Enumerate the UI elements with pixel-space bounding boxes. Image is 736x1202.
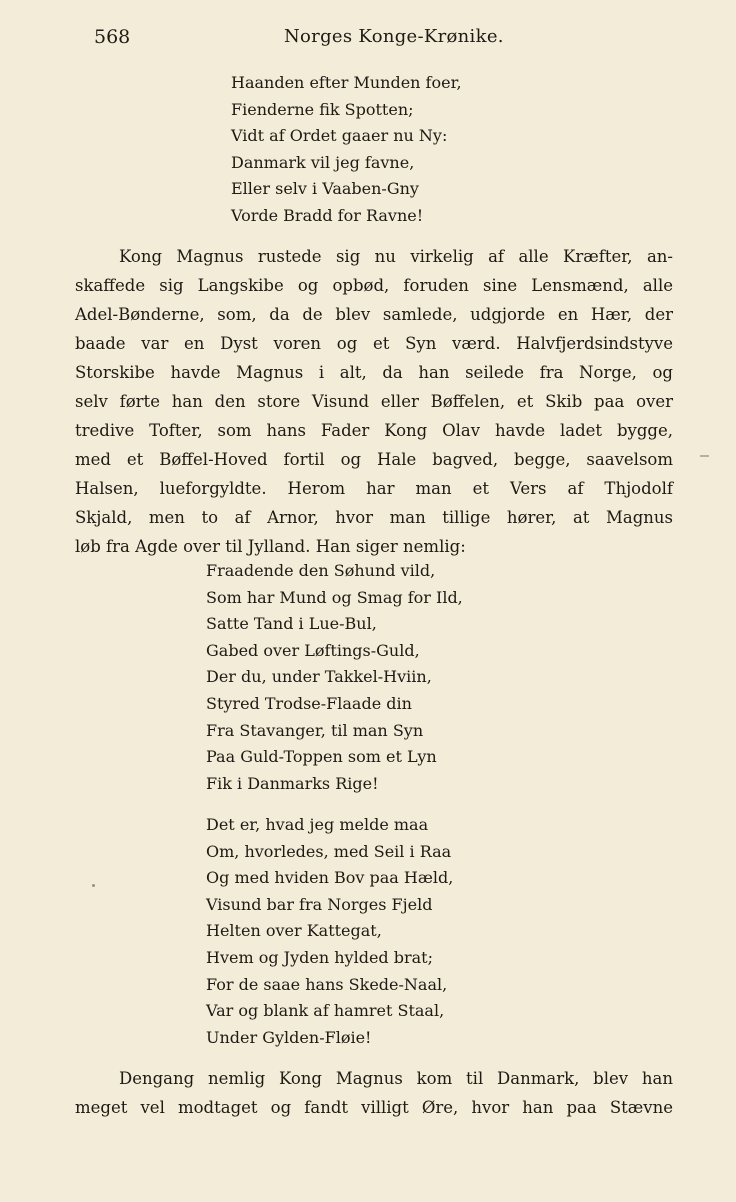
verse-line: Fienderne fik Spotten; [231, 99, 414, 119]
verse-stanza-1 [231, 70, 462, 230]
verse-line: Satte Tand i Lue-Bul, [206, 614, 377, 634]
verse-stanza-2 [206, 558, 463, 797]
running-title: Norges Konge-Krønike. [284, 26, 504, 47]
paragraph-line: meget vel modtaget og fandt villigt Øre, hvor han paa Stævne [75, 1098, 673, 1117]
verse-line: Det er, hvad jeg melde maa [206, 815, 429, 834]
verse-line: Styred Trodse-Flaade din [206, 693, 412, 713]
paragraph-line: Halsen, lueforgyldte. Herom har man et Vers af Thjodolf [75, 479, 673, 498]
paragraph-line: skaffede sig Langskibe og opbød, foruden sine Lensmænd, alle [75, 276, 673, 295]
paragraph-line: tredive Tofter, som hans Fader Kong Olav havde ladet bygge, [75, 421, 673, 440]
verse-line: Hvem og Jyden hylded brat; [206, 947, 433, 967]
verse-line: Helten over Kattegat, [206, 921, 382, 941]
verse-stanza-3 [206, 812, 453, 1051]
paragraph-line: med et Bøffel-Hoved fortil og Hale bagved, begge, saavelsom [75, 450, 673, 469]
body-paragraph-2 [75, 1064, 673, 1122]
verse-line: Gabed over Løftings-Guld, [206, 640, 420, 660]
verse-line: Om, hvorledes, med Seil i Raa [206, 841, 452, 861]
verse-line: Danmark vil jeg favne, [231, 152, 415, 172]
paragraph-line: Dengang nemlig Kong Magnus kom til Danmark, blev han [119, 1069, 673, 1088]
verse-line: Visund bar fra Norges Fjeld [206, 894, 433, 914]
paper-speck [92, 884, 95, 887]
paragraph-line: Storskibe havde Magnus i alt, da han seilede fra Norge, og [75, 363, 673, 382]
verse-line: Fraadende den Søhund vild, [206, 561, 436, 580]
verse-line: Haanden efter Munden foer, [231, 73, 462, 92]
verse-line: Fra Stavanger, til man Syn [206, 720, 424, 740]
paragraph-line: Kong Magnus rustede sig nu virkelig af alle Kræfter, an- [119, 247, 673, 266]
verse-line: Under Gylden-Fløie! [206, 1027, 372, 1047]
verse-line: Var og blank af hamret Staal, [206, 1001, 445, 1021]
paragraph-line: baade var en Dyst voren og et Syn værd. Halvfjerdsindstyve [75, 334, 673, 353]
verse-line: Eller selv i Vaaben-Gny [231, 179, 419, 199]
page-header [0, 26, 736, 56]
page-number: 568 [94, 26, 131, 48]
paragraph-line: Adel-Bønderne, som, da de blev samlede, udgjorde en Hær, der [75, 305, 673, 324]
verse-line: Fik i Danmarks Rige! [206, 773, 379, 793]
verse-line: Der du, under Takkel-Hviin, [206, 667, 432, 687]
margin-hyphen-mark [700, 455, 709, 457]
verse-line: Vorde Bradd for Ravne! [231, 205, 424, 225]
verse-line: Som har Mund og Smag for Ild, [206, 587, 463, 607]
verse-line: Og med hviden Bov paa Hæld, [206, 868, 454, 888]
verse-line: Paa Guld-Toppen som et Lyn [206, 747, 437, 767]
body-paragraph-1 [75, 242, 673, 561]
verse-line: Vidt af Ordet gaaer nu Ny: [231, 126, 448, 146]
verse-line: For de saae hans Skede-Naal, [206, 974, 448, 994]
paragraph-line: løb fra Agde over til Jylland. Han siger nemlig: [75, 537, 466, 556]
paragraph-line: selv førte han den store Visund eller Bøffelen, et Skib paa over [75, 392, 673, 411]
paragraph-line: Skjald, men to af Arnor, hvor man tillige hører, at Magnus [75, 508, 673, 527]
